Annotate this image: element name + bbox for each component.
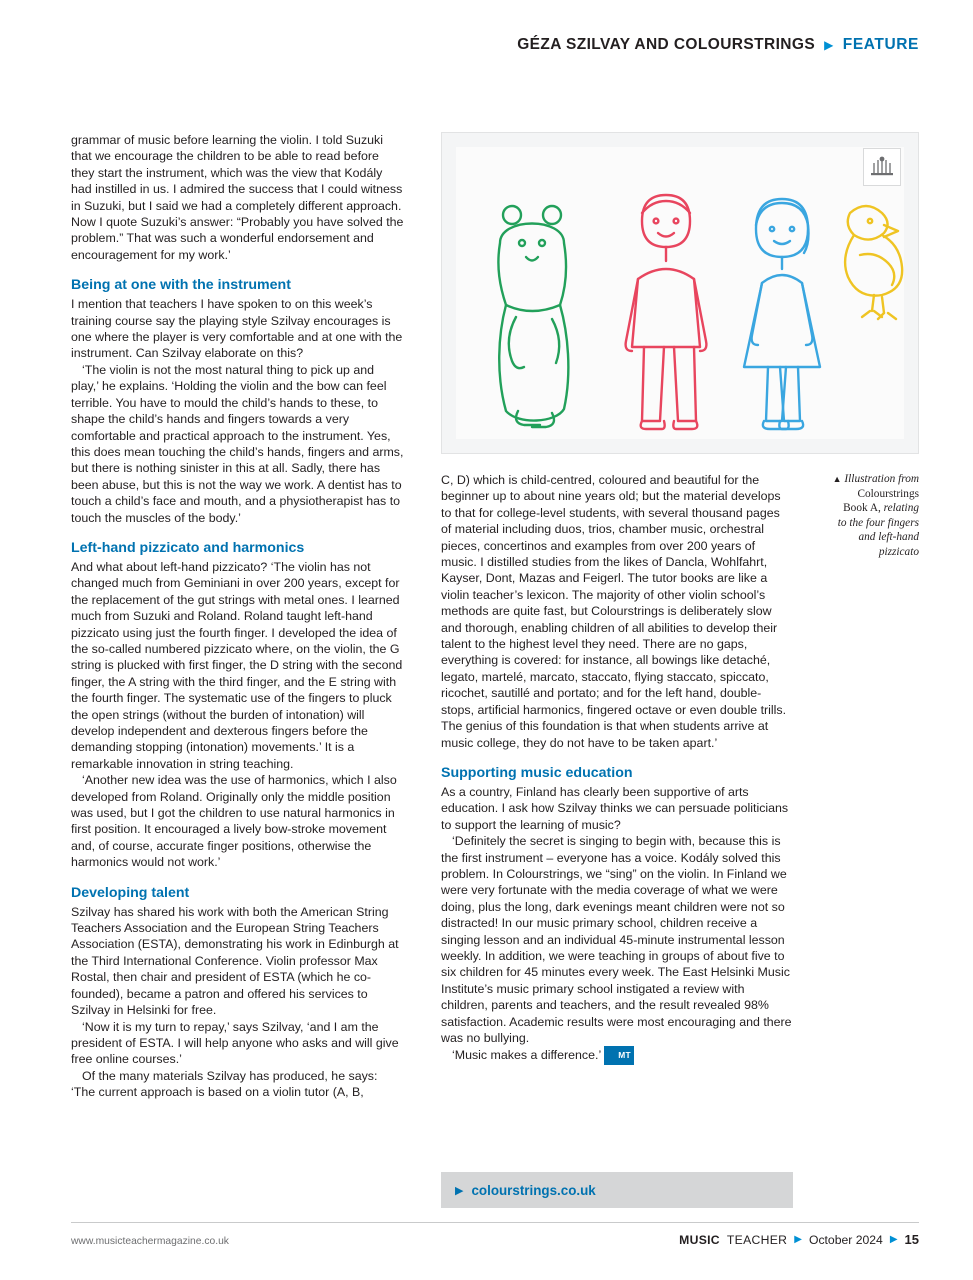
header-article-title: GÉZA SZILVAY AND COLOURSTRINGS [517,36,816,53]
colourstrings-logo [863,148,901,186]
paragraph: And what about left-hand pizzicato? ‘The violin has not changed much from Geminiani in over 200 years, except for the replacement of the gut strings with metal ones. I learned much from Suzuki and Roland. Roland taught left-hand pizzicato using just the fourth finger. I developed the idea of the so-called numbered pizzicato where, on the violin, the G string is plucked with first finger, the D string with the second finger, the A string with the third finger, and the E string with the fourth finger. The systematic use of the fingers to pluck the open strings (without the burden of intonation) will develop independent and dexterous fingers before the demanding stopping (intonation) movements.’ It is a remarkable innovation in string teaching. [71,559,403,771]
page-header [517,36,919,54]
footer-page-number: 15 [904,1232,919,1247]
chevron-right-icon: ▶ [889,1234,898,1245]
footer-issue-date: October 2024 [808,1232,883,1247]
paragraph: As a country, Finland has clearly been supportive of arts education. I ask how Szilvay thinks we can persuade politicians to support the learning of music? [441,784,789,832]
chevron-right-icon: ▶ [824,38,834,52]
paragraph: Of the many materials Szilvay has produced, he says: ‘The current approach is based on a violin tutor (A, B, [71,1068,378,1100]
paragraph: Szilvay has shared his work with both the American String Teachers Association and the European String Teachers Association (ESTA), demonstrating his work in Edinburgh at the Third International Conference. Violin professor Max Rostal, then chair and president of ESTA (which he co-founded), became a patron and offered his services to Szilvay in Helsinki for free. [71,904,399,1018]
paragraph-final-text: ‘Music makes a difference.’ [452,1048,601,1063]
section-heading-left-hand-pizzicato: Left-hand pizzicato and harmonics [71,539,305,556]
colourstrings-logo-icon [869,154,895,180]
yellow-bird-figure [845,206,902,319]
caption-line-7: pizzicato [878,545,919,558]
paragraph: ‘Another new idea was the use of harmonics, which I also developed from Roland. Originally only the middle position was used, but I got the children to use natural harmonics in first position. It encouraged a lively bow-stroke movement and, of course, accurate finger positions, otherwise the harmonics would not work.’ [71,773,397,870]
section-heading-being-at-one: Being at one with the instrument [71,277,291,294]
paragraph: ‘Now it is my turn to repay,’ says Szilvay, ‘and I am the president of ESTA. I will help anyone who asks and will give free online courses.’ [71,1019,399,1067]
left-column [71,132,404,1101]
colourstrings-characters-illustration [456,147,906,441]
green-bear-figure [498,206,568,427]
footer-brand-music: MUSIC [679,1232,720,1247]
section-heading-supporting-music-education: Supporting music education [441,764,633,781]
right-column [441,472,793,1065]
caption-line-4: relating [883,502,919,515]
paragraph: ‘Definitely the secret is singing to begin with, because this is the first instrument – everyone has a voice. Kodály solved this problem. In Colourstrings, we “sing” on the violin. In Finland we were very fortunate with the media coverage of what we were doing, plus the long, dark evenings meant children were not so distracted! In our music primary school, children receive a singing lesson and an individual 45-minute instrumental lesson weekly. In addition, we were teaching in groups of about five to six children for 45 minutes every week. The East Helsinki Music Institute’s music primary school instigated a review with children, parents and teachers, and the result revealed 98% satisfaction. Academic results were most encouraging and there was no bullying. [441,834,792,1045]
triangle-up-icon: ▲ [832,474,842,484]
chevron-right-icon: ▶ [794,1234,802,1245]
header-feature-label: FEATURE [842,36,919,53]
chevron-right-icon: ▶ [455,1184,464,1197]
colourstrings-url-label[interactable]: colourstrings.co.uk [471,1182,596,1198]
paragraph: C, D) which is child-centred, coloured and beautiful for the beginner up to about nine years old; but the material develops to that for college-level students, with several thousand pages of material including duos, trios, chamber music, orchestral pieces, concertinos and examples from over 200 years of music. I distilled studies from the likes of Dancla, Wohlfahrt, Kayser, Dont, Mazas and Feigerl. The tutor books are like a violin teacher’s lexicon. The majority of other violin school’s methods are quite fast, but Colourstrings is deliberately slow and thorough, enabling children of all abilities to develop their talent to the highest level they need. There are no gaps, everything is covered: for instance, all bowings like detaché, legato, martelé, marcato, staccato, flying staccato, spiccato, ricochet, sautillé and portato; and for the left hand, double-stops, artificial harmonics, fingered octave or even double trills. The genius of this foundation is that when students arrive at music college, they do not have to be taken apart.’ [441,473,787,750]
colourstrings-link-bar[interactable] [441,1172,793,1208]
paragraph: ‘The violin is not the most natural thing to pick up and play,’ he explains. ‘Holding the violin and the bow can feel terrible. You have to mould the child’s hands to these, to shape the child’s hands and fingers towards a very comfortable and practical approach to the instrument. Yes, this does mean touching the child’s hands, fingers and arms, but there is nothing sinister in this at all. Sadly, there has been abuse, but this is not the way we work. A dentist has to touch a child’s face and mouth, and a physiotherapist has to touch the muscles of the body.’ [71,362,404,525]
caption-line-1: Illustration from [844,473,919,485]
footer-brand-teacher: TEACHER [726,1232,788,1247]
paragraph-final [441,1046,793,1064]
caption-line-5: to the four fingers [837,516,919,529]
footer-website[interactable]: www.musicteachermagazine.co.uk [71,1236,229,1247]
footer-meta [679,1232,919,1247]
caption-line-2: Colourstrings [857,487,919,500]
paragraph: grammar of music before learning the violin. I told Suzuki that we encourage the children to be able to read before they start the instrument, which was the view that Kodály had instilled in us. I admired the success that I could witness in Suzuki, but I said we had a completely different approach. Now I quote Suzuki’s answer: “Probably you have solved the problem.” That was such a wonderful endorsement and encouragement for my work.’ [71,133,404,262]
paragraph: I mention that teachers I have spoken to on this week’s training course say the playing style Szilvay encourages is one where the player is very comfortable and at one with the instrument. Can Szilvay elaborate on this? [71,297,403,361]
illustration-panel [441,132,919,454]
mt-end-badge: MT [604,1046,634,1064]
blue-girl-figure [744,199,820,429]
caption-line-6: and left-hand [858,531,919,544]
section-heading-developing-talent: Developing talent [71,884,190,901]
illustration-caption [813,472,919,560]
footer-divider [71,1222,919,1223]
caption-line-3: Book A, [843,502,881,515]
red-boy-figure [626,195,707,429]
illustration-canvas [456,147,904,439]
